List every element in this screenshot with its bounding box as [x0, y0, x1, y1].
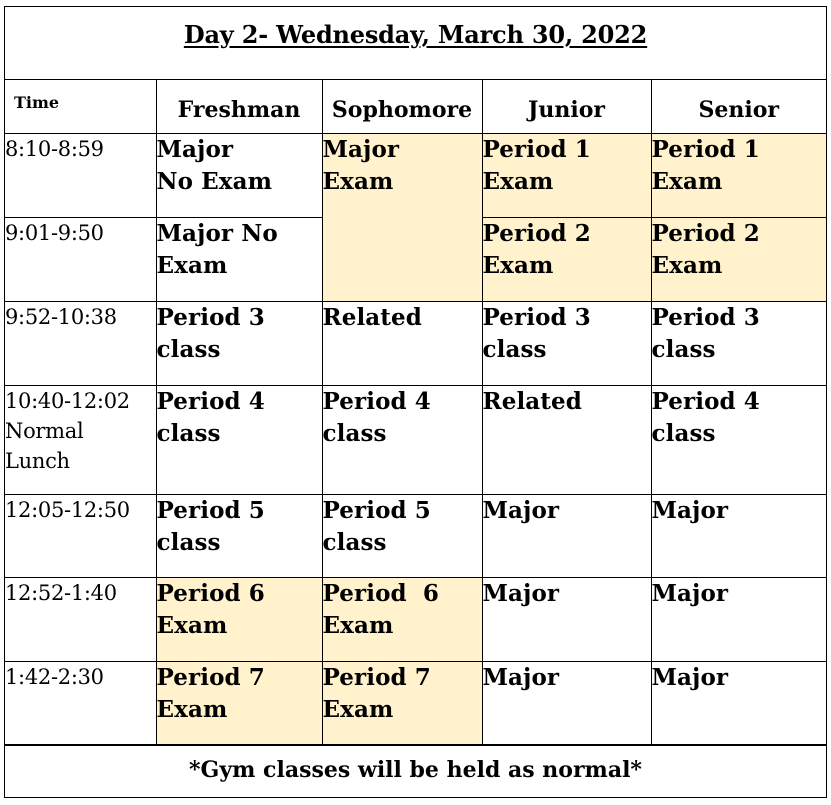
- senior-cell: Period 3 class: [651, 301, 826, 385]
- time-cell: 8:10-8:59: [5, 133, 156, 217]
- junior-cell: Major: [482, 661, 651, 745]
- table-row: [5, 301, 826, 385]
- table-row: [5, 661, 826, 745]
- table-row: [5, 385, 826, 494]
- footer-row: [5, 744, 826, 797]
- junior-cell: Period 2 Exam: [482, 217, 651, 301]
- sophomore-cell: Period 6 Exam: [322, 577, 482, 661]
- exam-schedule-table: [4, 6, 827, 798]
- header-junior: Junior: [482, 80, 651, 133]
- freshman-cell: Period 7 Exam: [156, 661, 322, 745]
- schedule-title: Day 2- Wednesday, March 30, 2022: [183, 20, 648, 49]
- title-row: [5, 7, 826, 80]
- freshman-cell: Period 6 Exam: [156, 577, 322, 661]
- senior-cell: Period 4 class: [651, 385, 826, 494]
- senior-cell: Major: [651, 494, 826, 577]
- header-freshman: Freshman: [156, 80, 322, 133]
- header-senior: Senior: [651, 80, 826, 133]
- sophomore-cell: Period 4 class: [322, 385, 482, 494]
- junior-cell: Related: [482, 385, 651, 494]
- header-time: Time: [5, 80, 156, 133]
- freshman-cell: Major No Exam: [156, 133, 322, 217]
- freshman-cell: Period 3 class: [156, 301, 322, 385]
- sophomore-cell: Period 7 Exam: [322, 661, 482, 745]
- junior-cell: Period 1 Exam: [482, 133, 651, 217]
- time-cell: 12:05-12:50: [5, 494, 156, 577]
- freshman-cell: Period 5 class: [156, 494, 322, 577]
- sophomore-cell: Related: [322, 301, 482, 385]
- senior-cell: Period 1 Exam: [651, 133, 826, 217]
- sophomore-cell: Period 5 class: [322, 494, 482, 577]
- gym-note: *Gym classes will be held as normal*: [189, 757, 642, 783]
- header-sophomore: Sophomore: [322, 80, 482, 133]
- table-row: [5, 577, 826, 661]
- time-cell: 10:40-12:02 Normal Lunch: [5, 385, 156, 494]
- time-cell: 12:52-1:40: [5, 577, 156, 661]
- table-row: [5, 494, 826, 577]
- junior-cell: Major: [482, 577, 651, 661]
- senior-cell: Period 2 Exam: [651, 217, 826, 301]
- senior-cell: Major: [651, 661, 826, 745]
- table-row: [5, 133, 826, 217]
- schedule-grid: [5, 80, 826, 746]
- header-row: [5, 80, 826, 133]
- junior-cell: Major: [482, 494, 651, 577]
- sophomore-cell: Major Exam: [322, 133, 482, 301]
- junior-cell: Period 3 class: [482, 301, 651, 385]
- senior-cell: Major: [651, 577, 826, 661]
- freshman-cell: Period 4 class: [156, 385, 322, 494]
- freshman-cell: Major No Exam: [156, 217, 322, 301]
- time-cell: 9:01-9:50: [5, 217, 156, 301]
- time-cell: 9:52-10:38: [5, 301, 156, 385]
- time-cell: 1:42-2:30: [5, 661, 156, 745]
